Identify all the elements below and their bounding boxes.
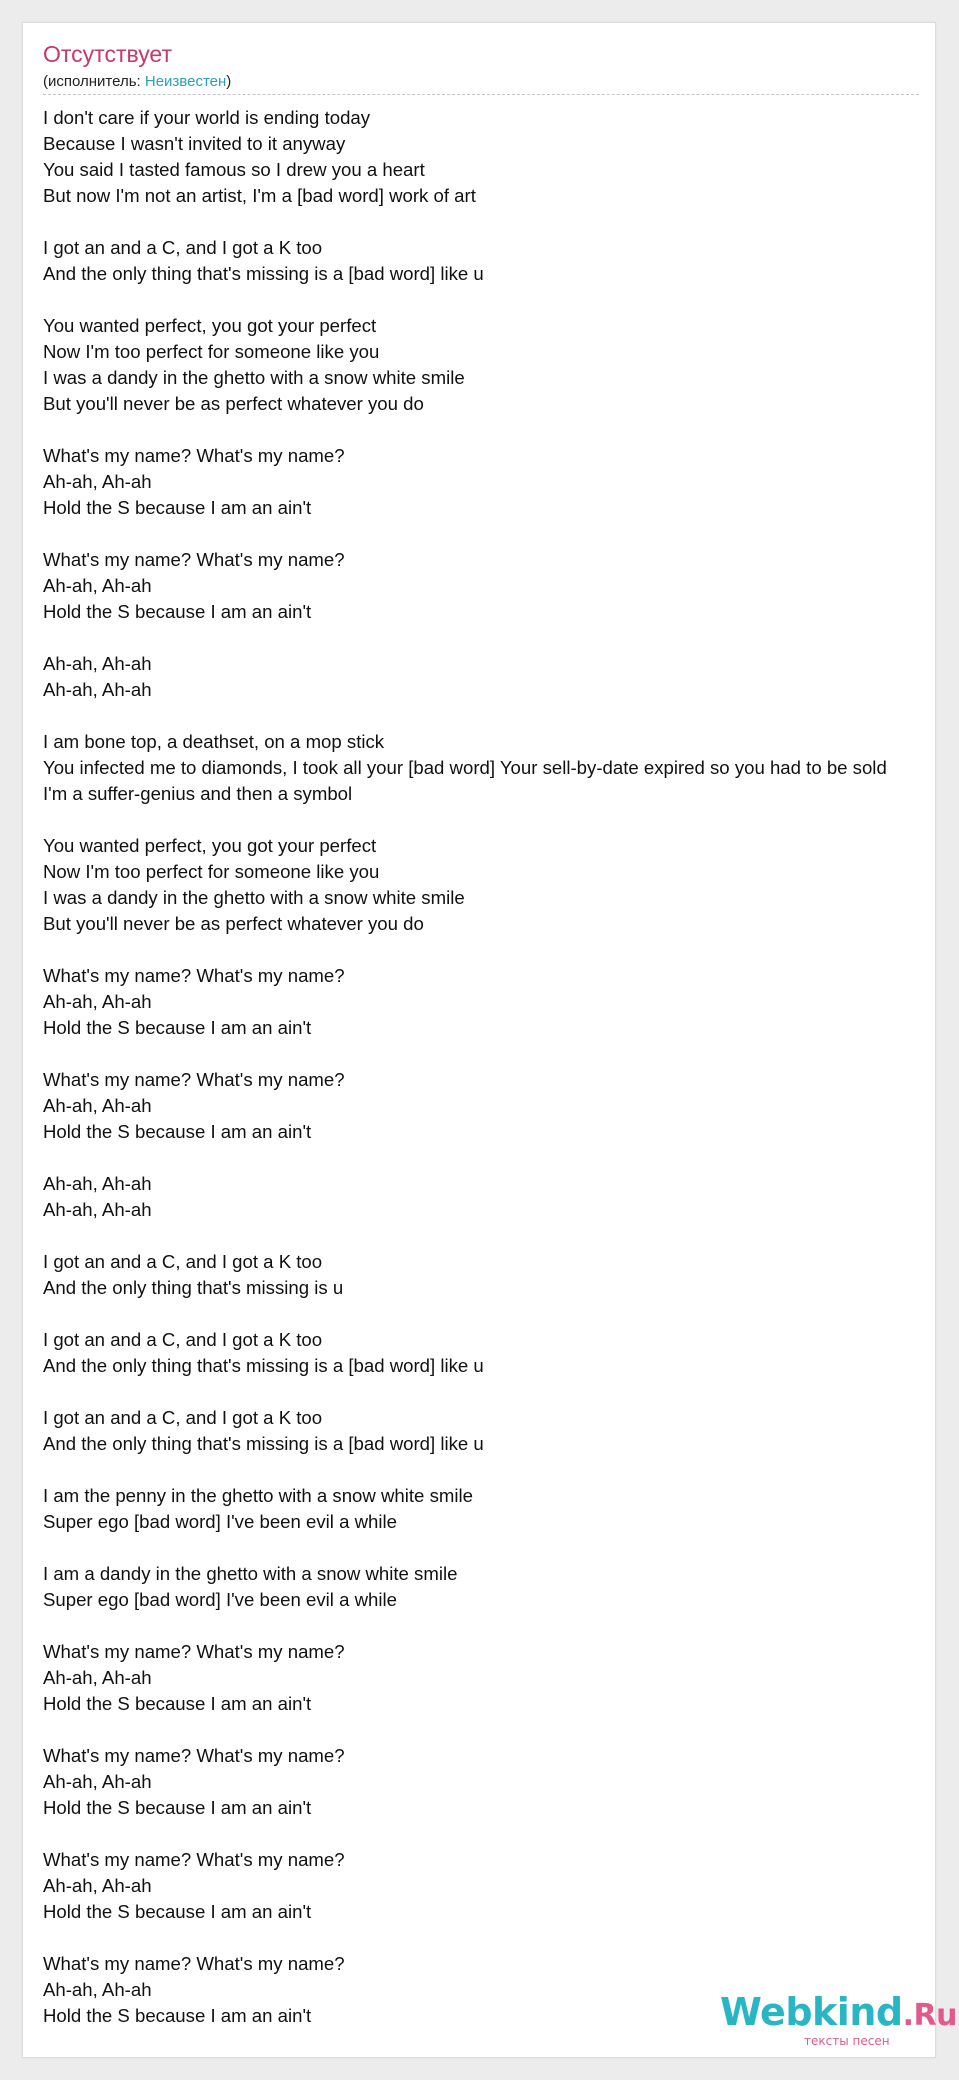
lyric-line — [43, 807, 959, 833]
lyric-line: Because I wasn't invited to it anyway — [43, 133, 346, 154]
lyric-line: I was a dandy in the ghetto with a snow white smile — [43, 887, 465, 908]
lyric-line: You wanted perfect, you got your perfect — [43, 835, 377, 856]
lyric-line: I am bone top, a deathset, on a mop stick — [43, 731, 385, 752]
lyric-line — [43, 1301, 959, 1327]
webkind-logo[interactable] — [720, 1990, 957, 2050]
artist-prefix: (исполнитель: — [43, 73, 145, 90]
lyric-line — [43, 1925, 959, 1951]
lyric-line: Ah-ah, Ah-ah — [43, 1667, 152, 1688]
lyric-line — [43, 521, 959, 547]
lyric-line: Ah-ah, Ah-ah — [43, 1979, 152, 2000]
lyric-line — [43, 209, 959, 235]
artist-suffix: ) — [226, 73, 232, 90]
lyric-line: Ah-ah, Ah-ah — [43, 653, 152, 674]
lyric-line — [43, 1379, 959, 1405]
lyric-line: I'm a suffer-genius and then a symbol — [43, 783, 353, 804]
lyric-line: You infected me to diamonds, I took all your [bad word] Your sell-by-date expired so you had to be sold — [43, 757, 887, 778]
lyric-line — [43, 1145, 959, 1171]
lyric-line: Ah-ah, Ah-ah — [43, 1173, 152, 1194]
lyric-line — [43, 1041, 959, 1067]
lyric-line: You said I tasted famous so I drew you a heart — [43, 159, 425, 180]
logo-tagline: тексты песен — [804, 2034, 890, 2048]
artist-line — [43, 73, 231, 90]
lyric-line: I am a dandy in the ghetto with a snow white smile — [43, 1563, 458, 1584]
lyric-line: What's my name? What's my name? — [43, 445, 345, 466]
lyric-line: Super ego [bad word] I've been evil a while — [43, 1589, 397, 1610]
header-divider — [43, 94, 919, 95]
lyric-line: What's my name? What's my name? — [43, 1953, 345, 1974]
lyric-line: Ah-ah, Ah-ah — [43, 1199, 152, 1220]
lyrics-card — [22, 22, 936, 2058]
lyric-line: Hold the S because I am an ain't — [43, 1017, 312, 1038]
lyric-line: Now I'm too perfect for someone like you — [43, 861, 380, 882]
lyric-line: I got an and a C, and I got a K too — [43, 1251, 323, 1272]
lyric-line: Hold the S because I am an ain't — [43, 497, 312, 518]
logo-wordmark — [720, 1990, 957, 2034]
lyric-line — [43, 1457, 959, 1483]
song-title: Отсутствует — [43, 41, 172, 67]
lyric-line: But you'll never be as perfect whatever you do — [43, 393, 424, 414]
lyric-line: Hold the S because I am an ain't — [43, 2005, 312, 2026]
lyric-line — [43, 287, 959, 313]
lyric-line — [43, 417, 959, 443]
lyric-line: Ah-ah, Ah-ah — [43, 575, 152, 596]
lyric-line: Hold the S because I am an ain't — [43, 1797, 312, 1818]
lyric-line: And the only thing that's missing is a [bad word] like u — [43, 263, 484, 284]
lyric-line — [43, 1717, 959, 1743]
lyric-line: I was a dandy in the ghetto with a snow white smile — [43, 367, 465, 388]
lyric-line — [43, 625, 959, 651]
lyric-line: Hold the S because I am an ain't — [43, 1901, 312, 1922]
lyric-line: Hold the S because I am an ain't — [43, 1121, 312, 1142]
lyric-line: I got an and a C, and I got a K too — [43, 1329, 323, 1350]
lyric-line — [43, 1821, 959, 1847]
lyric-line: You wanted perfect, you got your perfect — [43, 315, 377, 336]
lyric-line: Ah-ah, Ah-ah — [43, 991, 152, 1012]
lyric-line — [43, 703, 959, 729]
lyric-line: Ah-ah, Ah-ah — [43, 1771, 152, 1792]
lyric-line: And the only thing that's missing is a [bad word] like u — [43, 1355, 484, 1376]
lyric-line — [43, 1223, 959, 1249]
lyric-line: Super ego [bad word] I've been evil a while — [43, 1511, 397, 1532]
lyric-line: I don't care if your world is ending today — [43, 107, 371, 128]
lyric-line: Ah-ah, Ah-ah — [43, 679, 152, 700]
lyric-line — [43, 1613, 959, 1639]
lyric-line: I got an and a C, and I got a K too — [43, 237, 323, 258]
artist-link[interactable]: Неизвестен — [144, 73, 227, 90]
lyric-line: Hold the S because I am an ain't — [43, 601, 312, 622]
lyric-line: Now I'm too perfect for someone like you — [43, 341, 380, 362]
lyric-line: What's my name? What's my name? — [43, 965, 345, 986]
lyric-line — [43, 937, 959, 963]
lyric-line: I got an and a C, and I got a K too — [43, 1407, 323, 1428]
lyric-line: What's my name? What's my name? — [43, 1641, 345, 1662]
lyric-line: What's my name? What's my name? — [43, 1745, 345, 1766]
lyric-line: But you'll never be as perfect whatever you do — [43, 913, 424, 934]
logo-main-text: Webkind — [720, 1990, 903, 2034]
lyric-line: And the only thing that's missing is u — [43, 1277, 344, 1298]
lyric-line: Ah-ah, Ah-ah — [43, 1095, 152, 1116]
lyric-line: Ah-ah, Ah-ah — [43, 471, 152, 492]
lyric-line: Ah-ah, Ah-ah — [43, 1875, 152, 1896]
lyrics-text — [43, 105, 959, 2029]
lyric-line: What's my name? What's my name? — [43, 1069, 345, 1090]
lyric-line: But now I'm not an artist, I'm a [bad word] work of art — [43, 185, 476, 206]
logo-suffix: .Ru — [902, 1998, 957, 2033]
lyric-line — [43, 1535, 959, 1561]
lyric-line: And the only thing that's missing is a [bad word] like u — [43, 1433, 484, 1454]
lyric-line: What's my name? What's my name? — [43, 549, 345, 570]
lyric-line: I am the penny in the ghetto with a snow white smile — [43, 1485, 473, 1506]
lyric-line: What's my name? What's my name? — [43, 1849, 345, 1870]
lyric-line: Hold the S because I am an ain't — [43, 1693, 312, 1714]
